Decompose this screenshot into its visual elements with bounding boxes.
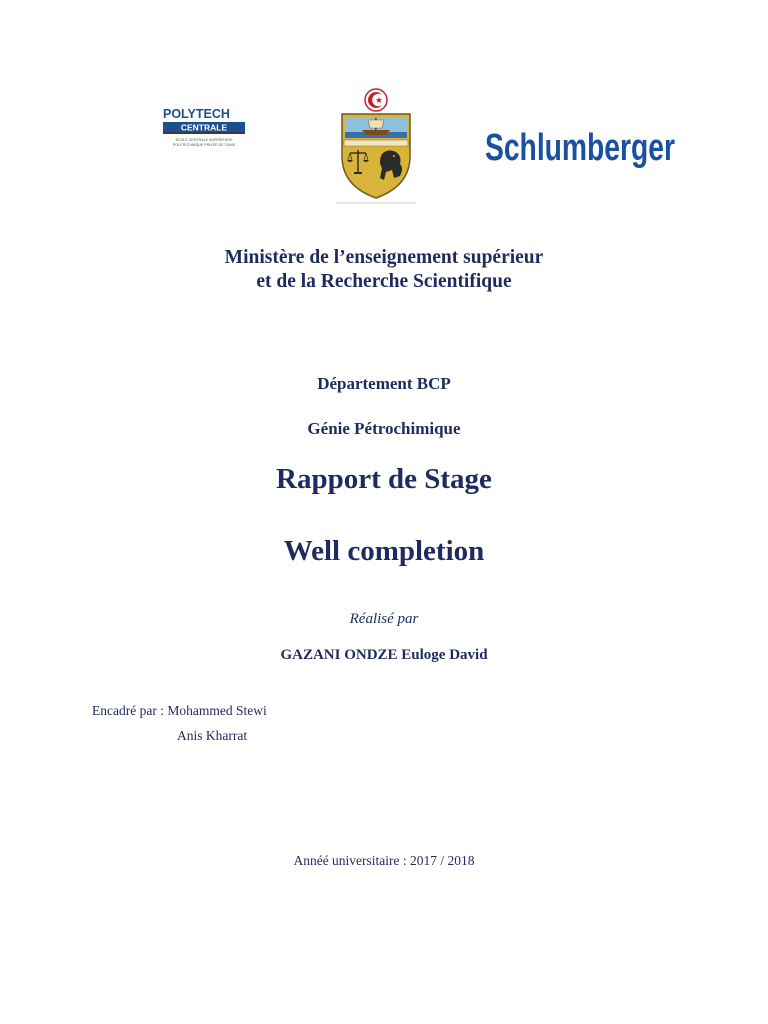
polytech-logo-line1: ÉCOLE CENTRALE SUPÉRIEURE [175,138,233,142]
ministry-line-1: Ministère de l’enseignement supérieur [224,247,544,268]
schlumberger-logo [482,122,678,170]
report-title: Rapport de Stage [276,463,492,495]
specialty: Génie Pétrochimique [307,419,461,438]
ministry-line-2: et de la Recherche Scientifique [256,271,512,292]
department: Département BCP [317,374,451,393]
coat-of-arms-logo [330,86,422,204]
made-by-label: Réalisé par [349,611,419,627]
report-subject: Well completion [283,535,485,567]
author-name: GAZANI ONDZE Euloge David [280,647,488,663]
polytech-logo-line2: POLYTECHNIQUE PRIVÉE DE TUNIS [172,143,236,147]
polytech-logo [160,104,250,150]
supervisor-line-1: Encadré par : Mohammed Stewi [92,703,267,718]
polytech-logo-band: CENTRALE [180,122,228,133]
ministry-heading [0,246,768,294]
academic-year: Annéé universitaire : 2017 / 2018 [293,853,475,868]
polytech-logo-top: POLYTECH [163,107,230,121]
supervisor-line-2: Anis Kharrat [177,728,248,743]
schlumberger-logo-text: Schlumberger [485,127,676,169]
